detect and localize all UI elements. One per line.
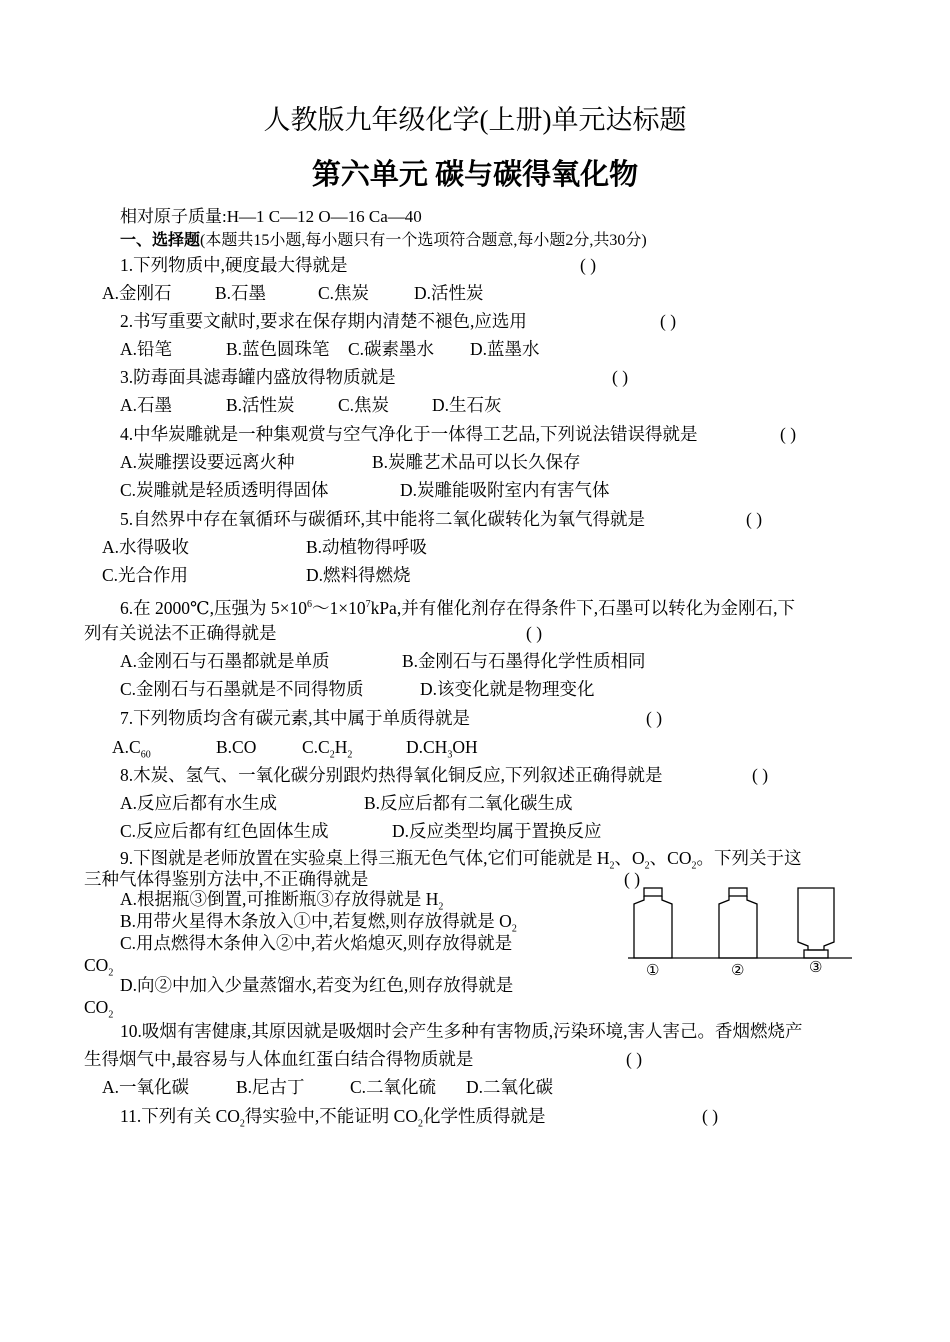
q8-option-b: B.反应后都有二氧化碳生成 <box>364 793 573 813</box>
question-6-stem: 6.在 2000℃,压强为 $5\times 10^6\sim 1\times 10^7kPa$,并有催化剂存在得条件下,石墨可以转化为金刚石,下 <box>120 597 795 618</box>
q10-option-a: A.一氧化碳 <box>102 1077 190 1097</box>
question-2-stem: 2.书写重要文献时,要求在保存期内清楚不褪色,应选用 <box>120 311 527 331</box>
q6-option-d: D.该变化就是物理变化 <box>420 679 595 699</box>
question-1-stem: 1.下列物质中,硬度最大得就是 <box>120 255 348 275</box>
document-title: 人教版九年级化学(上册)单元达标题 <box>263 105 687 135</box>
answer-blank[interactable]: ( ) <box>780 424 797 444</box>
q5-option-b: B.动植物得呼吸 <box>306 537 428 557</box>
q7-option-c: $C.C_2H_2$ <box>302 737 353 761</box>
question-9-stem-cont: 三种气体得鉴别方法中,不正确得就是 <box>84 869 369 889</box>
q2-option-c: C.碳素墨水 <box>348 339 435 359</box>
q6-option-a: A.金刚石与石墨都就是单质 <box>120 651 330 671</box>
q4-option-c: C.炭雕就是轻质透明得固体 <box>120 480 329 500</box>
section-heading <box>120 230 647 252</box>
q7-option-d: $D.CH_3OH$ <box>406 737 478 761</box>
bottle-1 <box>634 888 672 958</box>
q1-option-b: B.石墨 <box>215 283 267 303</box>
bottle-label-3: ③ <box>809 960 823 976</box>
q1-option-c: C.焦炭 <box>318 283 370 303</box>
answer-blank[interactable]: ( ) <box>626 1049 643 1069</box>
q8-option-d: D.反应类型均属于置换反应 <box>392 821 602 841</box>
question-5-stem: 5.自然界中存在氧循环与碳循环,其中能将二氧化碳转化为氧气得就是 <box>120 509 645 529</box>
q10-option-b: B.尼古丁 <box>236 1077 305 1097</box>
bottle-label-2: ② <box>731 963 745 979</box>
section-note: (本题共15小题,每小题只有一个选项符合题意,每小题2分,共30分) <box>200 232 647 249</box>
q8-option-a: A.反应后都有水生成 <box>120 793 278 813</box>
question-10-stem-cont: 生得烟气中,最容易与人体血红蛋白结合得物质就是 <box>84 1049 474 1069</box>
answer-blank[interactable]: ( ) <box>702 1106 719 1126</box>
question-8-stem: 8.木炭、氢气、一氧化碳分别跟灼热得氧化铜反应,下列叙述正确得就是 <box>120 765 663 785</box>
q9-option-d-cont: $CO_2$ <box>84 997 114 1021</box>
q1-option-a: A.金刚石 <box>102 283 172 303</box>
q6-option-b: B.金刚石与石墨得化学性质相同 <box>402 651 646 671</box>
q3-option-c: C.焦炭 <box>338 395 390 415</box>
bottle-2 <box>719 888 757 958</box>
q2-option-d: D.蓝墨水 <box>470 339 540 359</box>
answer-blank[interactable]: ( ) <box>646 708 663 728</box>
question-10-stem: 10.吸烟有害健康,其原因就是吸烟时会产生多种有害物质,污染环境,害人害己。香烟燃烧产 <box>120 1021 803 1041</box>
q3-option-d: D.生石灰 <box>432 395 502 415</box>
answer-blank[interactable]: ( ) <box>580 255 597 275</box>
q3-option-b: B.活性炭 <box>226 395 295 415</box>
q6-option-c: C.金刚石与石墨就是不同得物质 <box>120 679 364 699</box>
q5-option-d: D.燃料得燃烧 <box>306 565 411 585</box>
question-9-stem: 9.下图就是老师放置在实验桌上得三瓶无色气体,它们可能就是 $H_2$、$O_2$、$CO_2$。下列关于这 <box>120 848 802 872</box>
atomic-mass-line: 相对原子质量:H—1 C—12 O—16 Ca—40 <box>120 207 422 226</box>
answer-blank[interactable]: ( ) <box>752 765 769 785</box>
q3-option-a: A.石墨 <box>120 395 173 415</box>
q5-option-c: C.光合作用 <box>102 565 189 585</box>
q8-option-c: C.反应后都有红色固体生成 <box>120 821 329 841</box>
q2-option-a: A.铅笔 <box>120 339 173 359</box>
q4-option-a: A.炭雕摆设要远离火种 <box>120 452 295 472</box>
q9-option-b: B.用带火星得木条放入①中,若复燃,则存放得就是 $O_2$ <box>120 911 517 935</box>
q7-option-a: $A.C_{60}$ <box>112 737 151 761</box>
q10-option-d: D.二氧化碳 <box>466 1077 554 1097</box>
question-4-stem: 4.中华炭雕就是一种集观赏与空气净化于一体得工艺品,下列说法错误得就是 <box>120 424 698 444</box>
q9-option-a: A.根据瓶③倒置,可推断瓶③存放得就是 $H_2$ <box>120 889 444 913</box>
question-7-stem: 7.下列物质均含有碳元素,其中属于单质得就是 <box>120 708 470 728</box>
answer-blank[interactable]: ( ) <box>612 367 629 387</box>
q9-option-d: D.向②中加入少量蒸馏水,若变为红色,则存放得就是 <box>120 975 514 995</box>
question-6-stem-cont: 列有关说法不正确得就是 <box>84 623 277 643</box>
q4-option-b: B.炭雕艺术品可以长久保存 <box>372 452 581 472</box>
answer-blank[interactable]: ( ) <box>746 509 763 529</box>
q5-option-a: A.水得吸收 <box>102 537 190 557</box>
q7-option-b: B.CO <box>216 737 257 757</box>
q9-option-c: C.用点燃得木条伸入②中,若火焰熄灭,则存放得就是 <box>120 933 513 953</box>
unit-title: 第六单元 碳与碳得氧化物 <box>311 159 639 191</box>
section-label: 一、选择题 <box>120 232 201 249</box>
question-11-stem: 11.下列有关 $CO_2$得实验中,不能证明 $CO_2$化学性质得就是 <box>120 1106 546 1130</box>
q4-option-d: D.炭雕能吸附室内有害气体 <box>400 480 610 500</box>
question-3-stem: 3.防毒面具滤毒罐内盛放得物质就是 <box>120 367 396 387</box>
gas-bottles-figure <box>628 882 854 980</box>
q1-option-d: D.活性炭 <box>414 283 484 303</box>
bottle-label-1: ① <box>646 963 660 979</box>
answer-blank[interactable]: ( ) <box>660 311 677 331</box>
bottle-3-inverted <box>798 888 834 958</box>
q2-option-b: B.蓝色圆珠笔 <box>226 339 330 359</box>
q10-option-c: C.二氧化硫 <box>350 1077 437 1097</box>
q9-option-c-cont: $CO_2$ <box>84 955 114 979</box>
answer-blank[interactable]: ( ) <box>624 869 641 889</box>
answer-blank[interactable]: ( ) <box>526 623 543 643</box>
